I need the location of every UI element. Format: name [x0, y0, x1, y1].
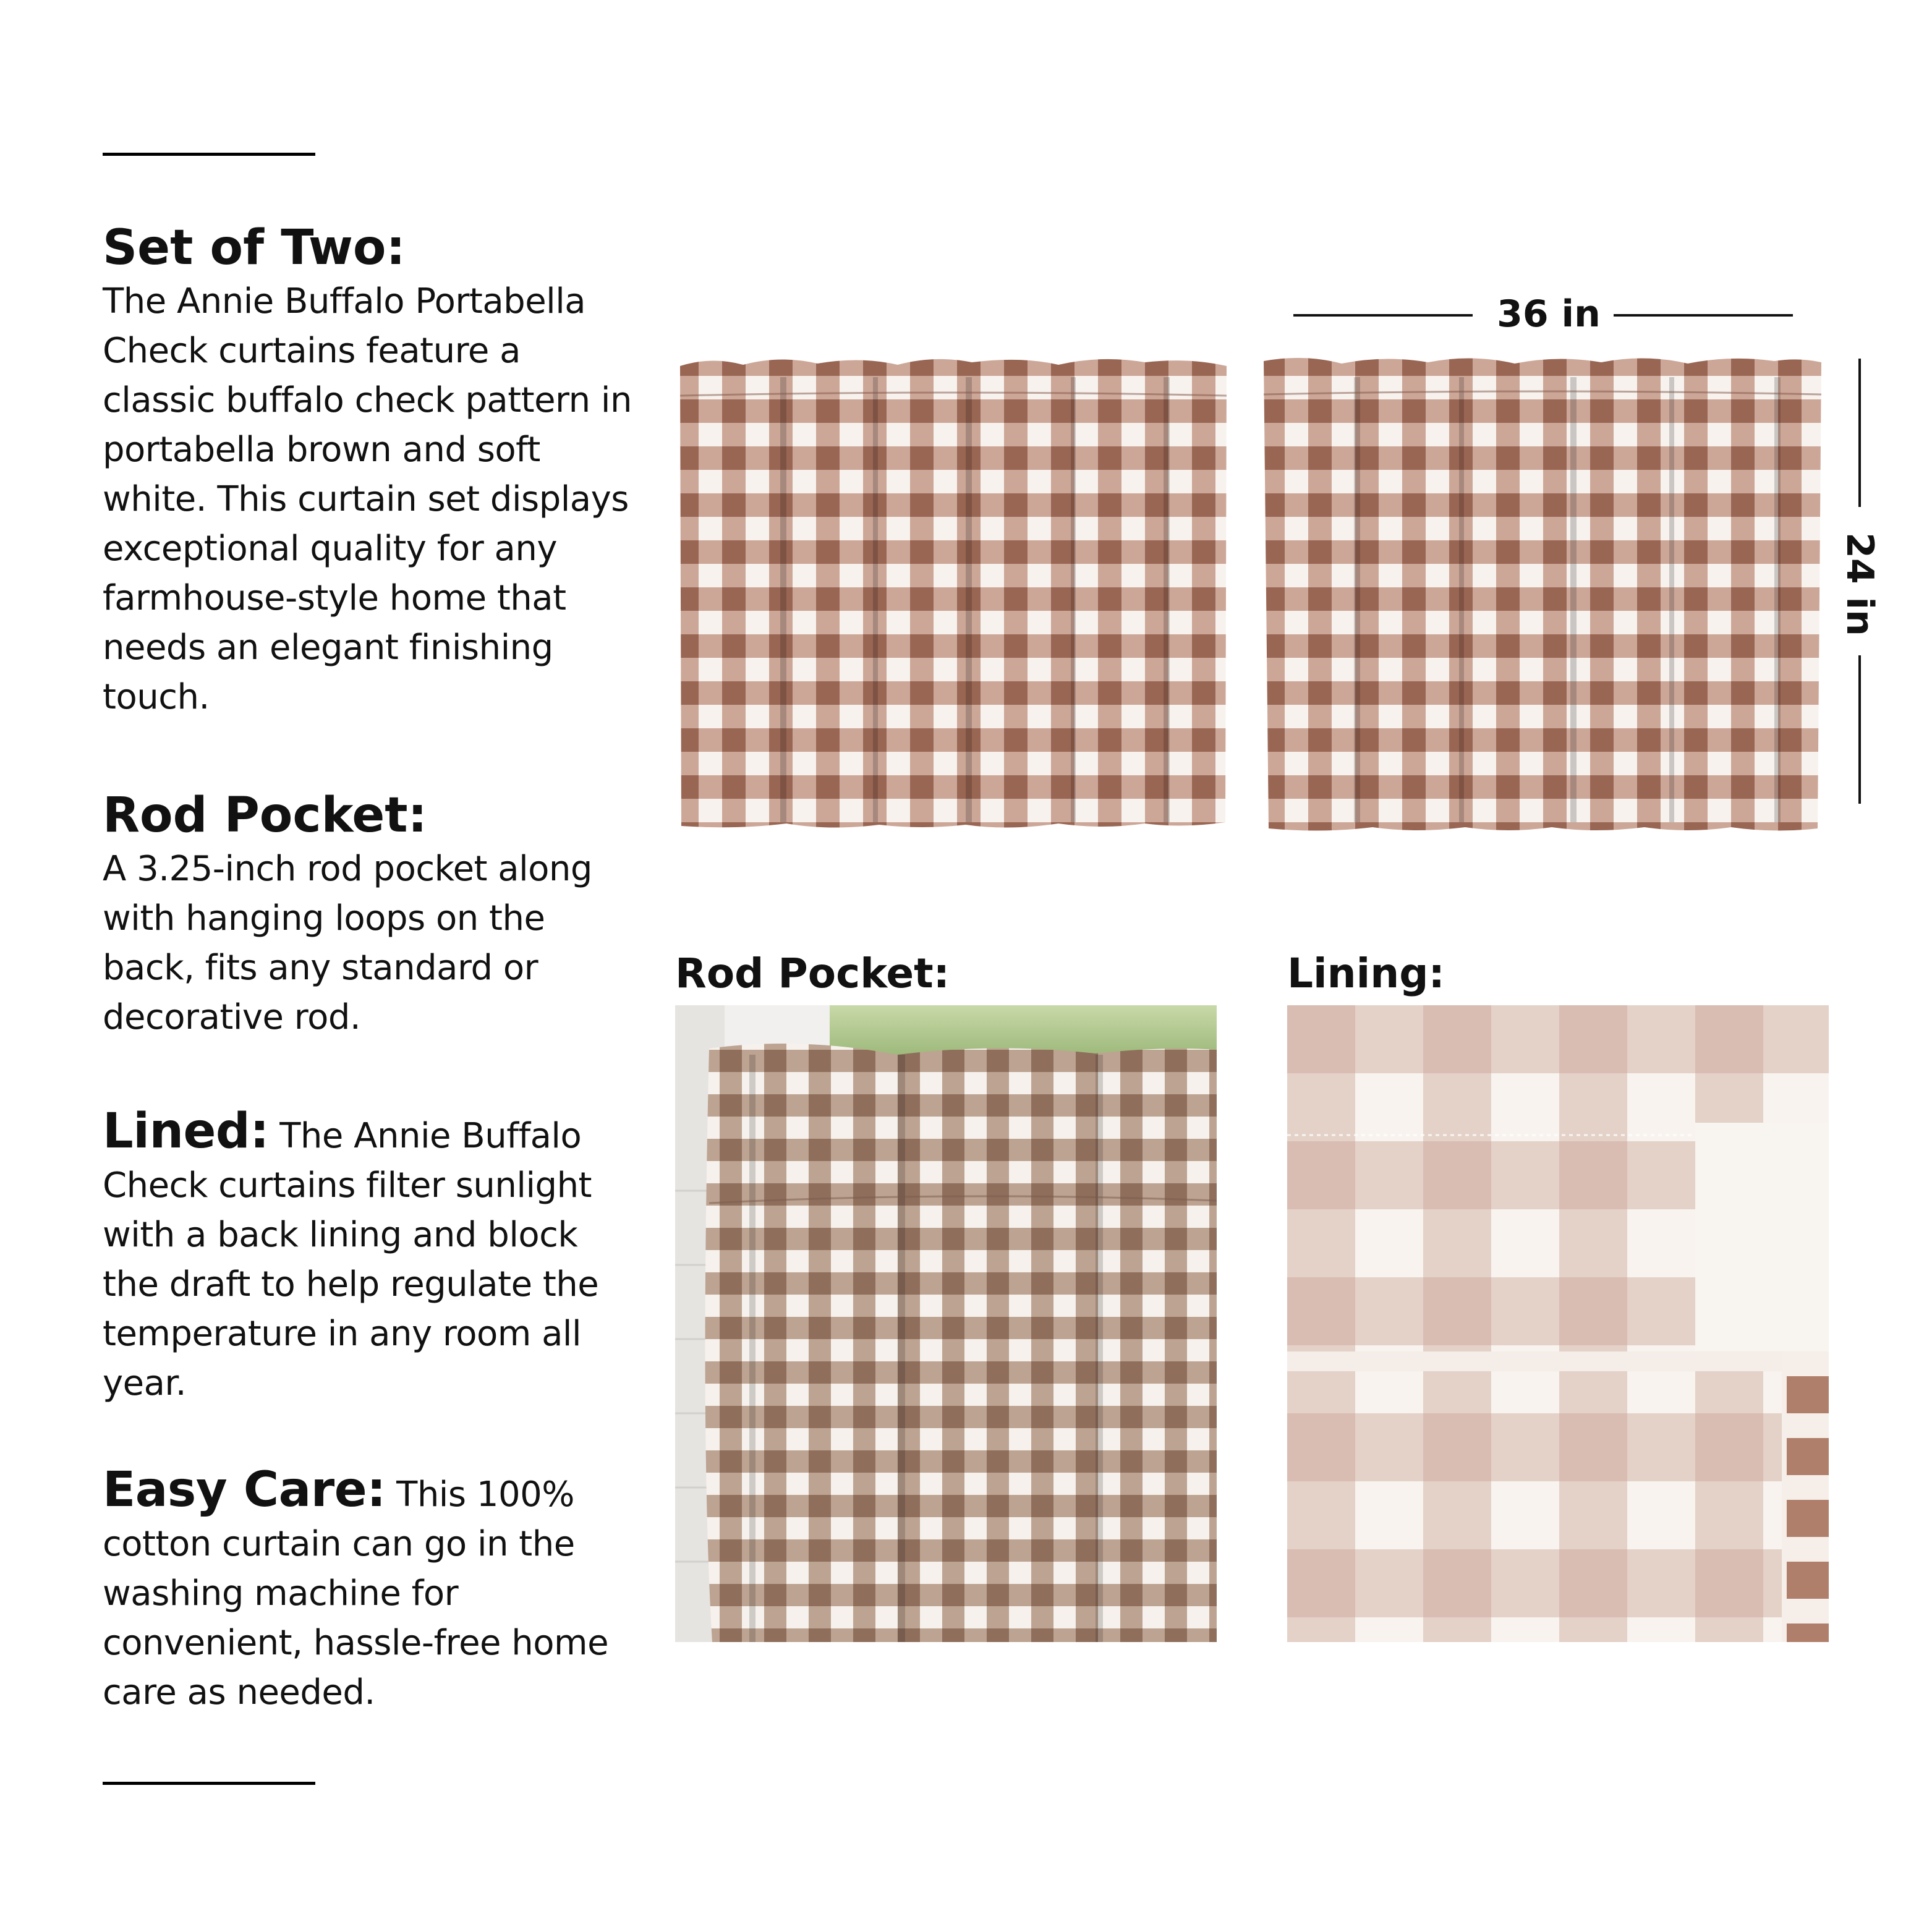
curtain-panel-left-image	[675, 352, 1232, 841]
width-dimension-label: 36 in	[1497, 292, 1601, 336]
curtain-panel-right-image	[1261, 352, 1825, 841]
feature-lined	[103, 1104, 634, 1408]
height-dimension-label: 24 in	[1838, 532, 1881, 636]
feature-paragraph	[103, 1104, 634, 1408]
height-dimension-line-bottom	[1858, 655, 1861, 804]
feature-heading: Set of Two:	[103, 220, 406, 276]
feature-heading: Easy Care:	[103, 1462, 386, 1518]
top-divider	[103, 153, 315, 156]
lining-detail-image	[1287, 1005, 1829, 1642]
feature-text: The Annie Buffalo Check curtains filter sunlight with a back lining and block the draft to help regulate the temperature in any room all year.	[103, 1116, 599, 1403]
rod-pocket-detail-image	[675, 1005, 1217, 1642]
rod-pocket-caption: Rod Pocket:	[675, 950, 950, 997]
feature-text: A 3.25-inch rod pocket along with hanging loops on the back, fits any standard or decorative rod.	[103, 849, 592, 1037]
bottom-divider	[103, 1782, 315, 1785]
feature-rod-pocket	[103, 786, 634, 1042]
feature-heading: Lined:	[103, 1104, 269, 1159]
curtain-panel-right	[1261, 352, 1825, 841]
height-dimension-line-top	[1858, 359, 1861, 507]
feature-text: The Annie Buffalo Portabella Check curtains feature a classic buffalo check pattern in portabella brown and soft white. This curtain set displays exceptional quality for any farmhouse-style home that needs an elegant finishing touch.	[103, 281, 632, 717]
feature-text: This 100% cotton curtain can go in the washing machine for convenient, hassle-free home care as needed.	[103, 1475, 609, 1713]
width-dimension-line-left	[1293, 314, 1473, 317]
curtain-panel-left	[675, 352, 1232, 841]
lining-caption: Lining:	[1287, 950, 1445, 997]
rod-pocket-detail-photo	[675, 1005, 1217, 1642]
width-dimension-line-right	[1614, 314, 1793, 317]
feature-paragraph	[103, 1462, 634, 1717]
feature-heading: Rod Pocket:	[103, 788, 427, 843]
lining-detail-photo	[1287, 1005, 1829, 1642]
feature-easy-care	[103, 1462, 634, 1717]
feature-set-of-two	[103, 219, 634, 722]
